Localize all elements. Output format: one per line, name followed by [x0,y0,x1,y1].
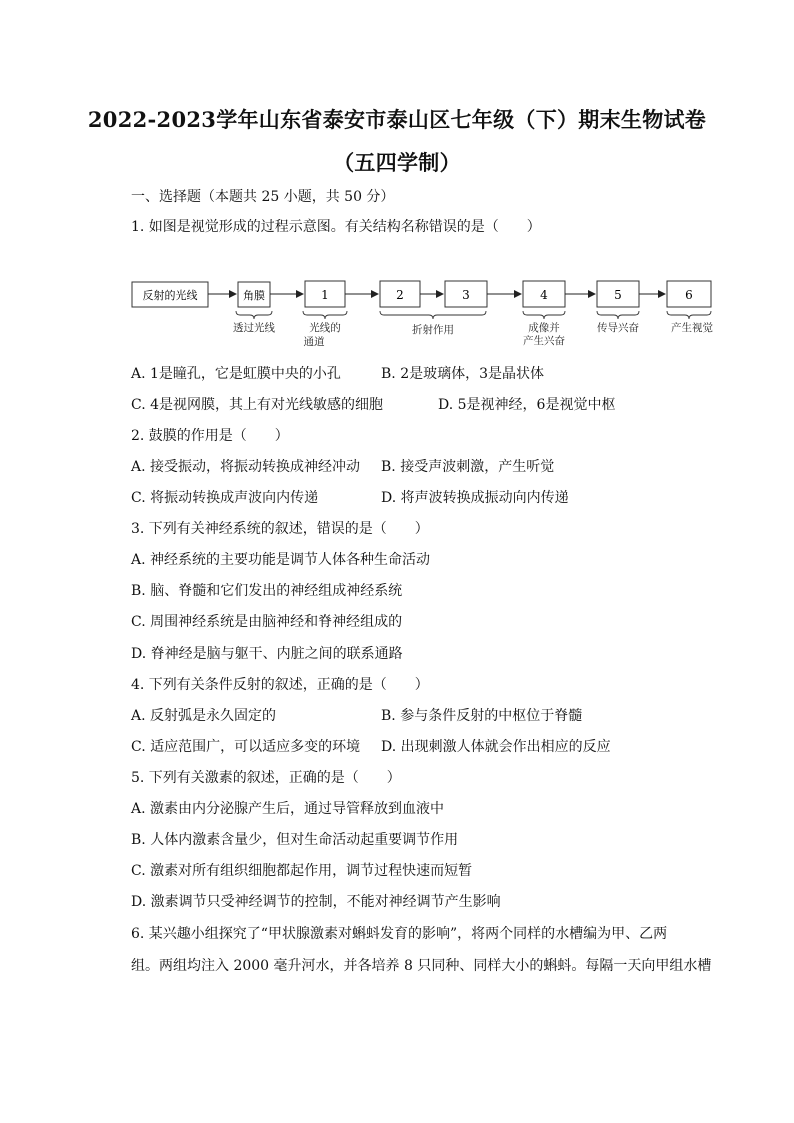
q1-option-b[interactable]: B. 2是玻璃体，3是晶状体 [381,366,545,382]
svg-text:6: 6 [685,288,693,302]
caption-conduct: 传导兴奋 [597,322,639,334]
exam-title: 2022-2023学年山东省泰安市泰山区七年级（下）期末生物试卷 [87,107,707,132]
diagram-box-reflected-light [132,282,208,307]
question-6-stem-line-1: 6. 某兴趣小组探究了“甲状腺激素对蝌蚪发育的影响”，将两个同样的水槽编为甲、乙两 [131,926,668,942]
q1-option-a[interactable]: A. 1是瞳孔，它是虹膜中央的小孔 [131,366,341,382]
q4-option-c[interactable]: C. 适应范围广，可以适应多变的环境 [131,739,361,755]
caption-imaging-1: 成像并 [528,322,560,334]
question-3-stem: 3. 下列有关神经系统的叙述，错误的是（ ） [131,521,429,537]
q5-option-c[interactable]: C. 激素对所有组织细胞都起作用，调节过程快速而短暂 [131,863,473,879]
caption-refraction: 折射作用 [412,324,454,336]
q5-option-a[interactable]: A. 激素由内分泌腺产生后，通过导管释放到血液中 [131,801,445,817]
q5-option-b[interactable]: B. 人体内激素含量少，但对生命活动起重要调节作用 [131,832,459,848]
q3-option-c[interactable]: C. 周围神经系统是由脑神经和脊神经组成的 [131,614,403,630]
q2-option-b[interactable]: B. 接受声波刺激，产生听觉 [381,459,555,475]
q2-option-d[interactable]: D. 将声波转换成振动向内传递 [381,490,569,506]
diagram-box-cornea [238,282,270,307]
q4-option-a[interactable]: A. 反射弧是永久固定的 [131,708,277,724]
q4-option-b[interactable]: B. 参与条件反射的中枢位于脊髓 [381,708,583,724]
q5-option-d[interactable]: D. 激素调节只受神经调节的控制，不能对神经调节产生影响 [131,894,501,910]
svg-text:反射的光线: 反射的光线 [142,289,198,302]
q4-option-d[interactable]: D. 出现刺激人体就会作出相应的反应 [381,739,611,755]
q2-option-a[interactable]: A. 接受振动，将振动转换成神经冲动 [131,459,361,475]
question-6-stem-line-2: 组。两组均注入 2000 毫升河水，并各培养 8 只同种、同样大小的蝌蚪。每隔一天向甲组水槽 [131,958,712,974]
diagram-box-2 [380,281,420,307]
svg-text:1: 1 [321,288,329,302]
section-header: 一、选择题（本题共 25 小题，共 50 分） [131,189,395,205]
exam-subtitle: （五四学制） [333,150,461,175]
question-4-stem: 4. 下列有关条件反射的叙述，正确的是（ ） [131,677,429,693]
svg-text:4: 4 [540,288,548,302]
diagram-box-4 [523,281,565,307]
svg-text:5: 5 [614,288,622,302]
q3-option-a[interactable]: A. 神经系统的主要功能是调节人体各种生命活动 [131,552,431,568]
question-5-stem: 5. 下列有关激素的叙述，正确的是（ ） [131,770,401,786]
question-1-stem: 1. 如图是视觉形成的过程示意图。有关结构名称错误的是（ ） [131,219,541,235]
svg-text:2: 2 [396,288,404,302]
diagram-box-1 [305,281,345,307]
svg-text:3: 3 [462,288,470,302]
caption-light-path-1: 光线的 [309,322,341,334]
caption-transmit-light: 透过光线 [233,322,275,334]
diagram-box-6 [667,281,711,307]
q3-option-d[interactable]: D. 脊神经是脑与躯干、内脏之间的联系通路 [131,646,403,662]
question-2-stem: 2. 鼓膜的作用是（ ） [131,428,289,444]
q1-option-d[interactable]: D. 5是视神经，6是视觉中枢 [438,397,616,413]
diagram-box-3 [445,281,487,307]
diagram-braces [236,311,711,319]
caption-imaging-2: 产生兴奋 [523,335,565,347]
caption-vision: 产生视觉 [671,322,713,334]
q3-option-b[interactable]: B. 脑、脊髓和它们发出的神经组成神经系统 [131,583,403,599]
caption-light-path-2: 通道 [303,336,325,348]
vision-process-diagram [130,278,730,358]
q1-option-c[interactable]: C. 4是视网膜，其上有对光线敏感的细胞 [131,397,384,413]
diagram-box-5 [597,281,639,307]
q2-option-c[interactable]: C. 将振动转换成声波向内传递 [131,490,319,506]
svg-text:角膜: 角膜 [243,289,265,302]
